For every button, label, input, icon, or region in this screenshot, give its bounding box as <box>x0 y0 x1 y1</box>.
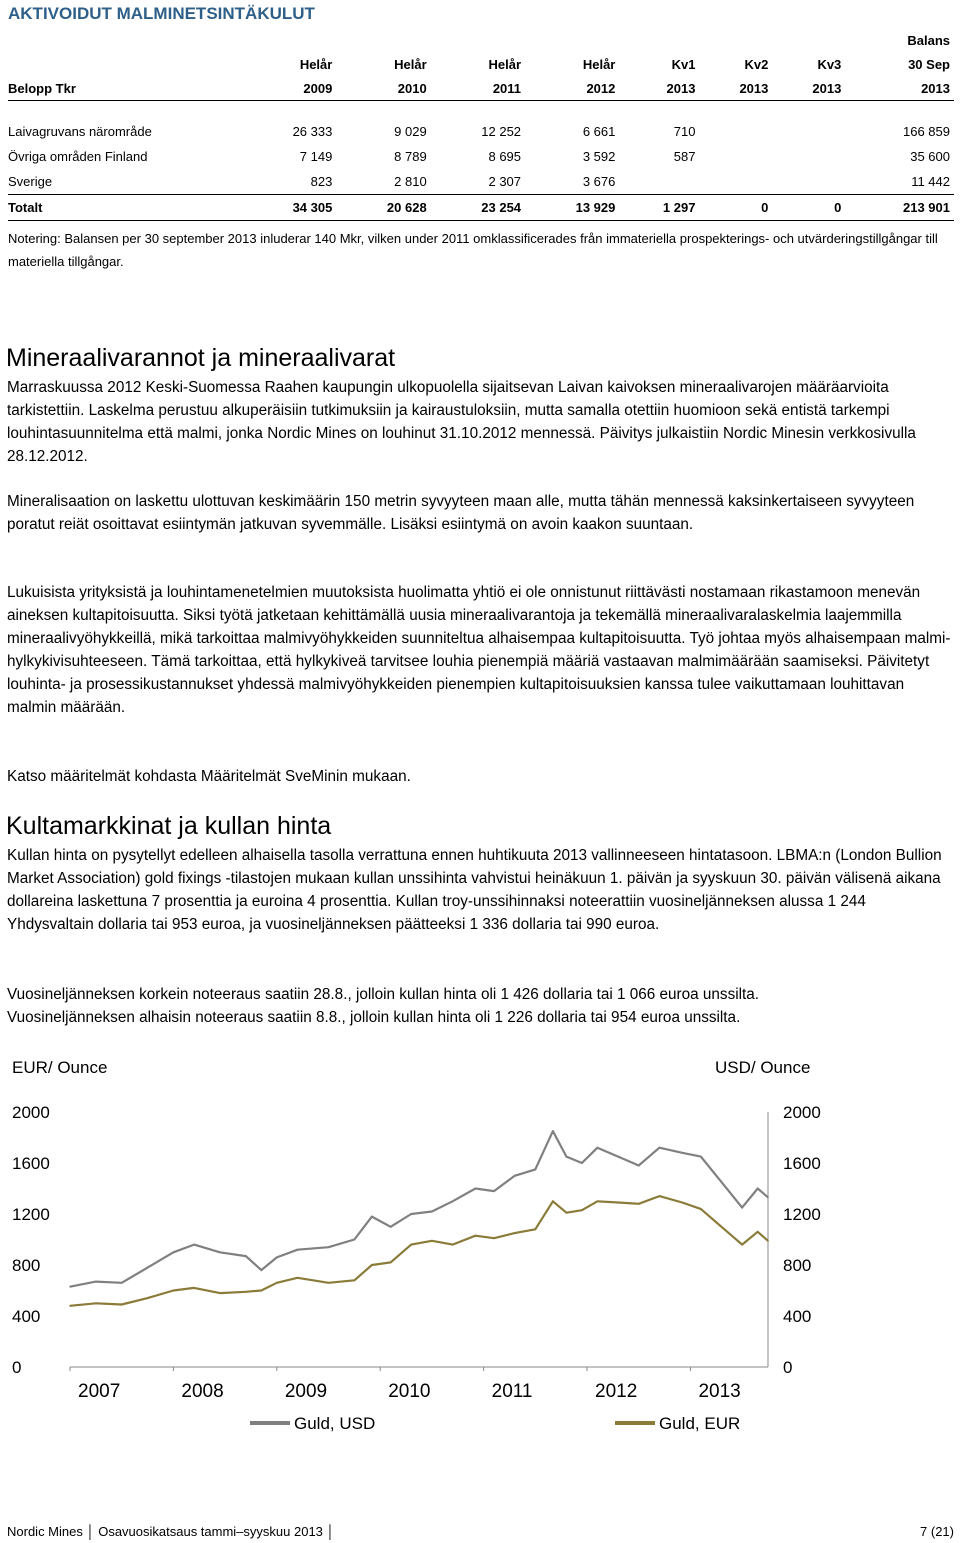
data-point <box>475 1188 477 1190</box>
y-tick-label-left: 800 <box>12 1256 41 1275</box>
row-label: Sverige <box>8 174 53 189</box>
table-cell: 2013 <box>619 76 699 101</box>
data-point <box>552 1200 554 1202</box>
table-cell <box>699 119 772 144</box>
data-point <box>452 1244 454 1246</box>
data-point <box>245 1291 247 1293</box>
table-cell: 8 695 <box>488 149 522 164</box>
table-cell: 166 859 <box>903 124 950 139</box>
data-point <box>535 1229 537 1231</box>
data-point <box>514 1175 516 1177</box>
table-cell <box>772 169 845 195</box>
table-cell <box>336 28 430 52</box>
data-point <box>371 1264 373 1266</box>
data-point <box>514 1232 516 1234</box>
y-tick-label-right: 1200 <box>783 1205 821 1224</box>
data-point <box>659 1147 661 1149</box>
table-cell: 30 Sep <box>908 56 950 72</box>
table-cell: Helår <box>488 56 522 72</box>
data-point <box>721 1181 723 1183</box>
table-cell: 3 676 <box>582 174 616 189</box>
table-cell: 13 929 <box>525 195 619 221</box>
data-point <box>95 1302 97 1304</box>
data-point <box>700 1208 702 1210</box>
data-point <box>371 1216 373 1218</box>
data-point <box>354 1280 356 1282</box>
table-cell: 7 149 <box>299 149 333 164</box>
table-cell: Helår <box>299 56 333 72</box>
data-point <box>276 1257 278 1259</box>
data-point <box>741 1207 743 1209</box>
y-tick-label-right: 400 <box>783 1307 812 1326</box>
y-tick-label-right: 1600 <box>783 1154 821 1173</box>
footer-left: Nordic Mines │ Osavuosikatsaus tammi–syyskuu 2013 │ <box>7 1524 335 1539</box>
row-label: Övriga områden Finland <box>8 149 148 164</box>
data-point <box>147 1267 149 1269</box>
table-cell <box>525 28 619 52</box>
table-row <box>8 119 954 144</box>
data-point <box>297 1277 299 1279</box>
row-label <box>8 52 242 76</box>
paragraph: Katso määritelmät kohdasta Määritelmät SveMinin mukaan. <box>7 768 411 785</box>
data-point <box>493 1237 495 1239</box>
y-tick-label-left: 0 <box>12 1358 22 1377</box>
data-point <box>681 1152 683 1154</box>
data-point <box>354 1239 356 1241</box>
paragraph: Lukuisista yrityksistä ja louhintamenetelmien muutoksista huolimatta yhtiö ei ole onnistunut riittävästi nostamaan rikastamoon menevän aineksen kultapitoisuutta. Siksi työtä jatketaan kehittämällä uusia mineraalivarantoja ja tekemällä mineraalivaralaskelmia laajemmilla mineraalivyöhykkeillä, mikä tarkoittaa malmivyöhykkeiden suunniteltua alhaisempaa kultapitoisuutta. Työ johtaa myös alhaisempaan malmi-hylkykivisuhteeseen. Tämä tarkoittaa, että hylkykiveä tarvitsee louhia pienempiä määriä vastaavan malmimäärään saamiseksi. Päivitetyt louhinta- ja prosessikustannukset yhdessä malmivyöhykkeiden pienempien kultapitoisuuksien kanssa tulee vaikuttamaan louhittavan malmin määrään. <box>7 584 951 716</box>
table-cell <box>772 119 845 144</box>
data-point <box>617 1202 619 1204</box>
table-cell: 2012 <box>525 76 619 101</box>
table-cell: 26 333 <box>292 124 333 139</box>
legend-label: Guld, USD <box>294 1414 376 1433</box>
data-point <box>410 1213 412 1215</box>
data-point <box>452 1200 454 1202</box>
paragraph: Vuosineljänneksen alhaisin noteeraus saatiin 8.8., jolloin kullan hinta oli 1 226 dollaria tai 954 euroa unssilta. <box>7 1009 741 1026</box>
data-point <box>721 1226 723 1228</box>
table-cell: 8 789 <box>394 149 427 164</box>
exploration-costs-table <box>8 28 954 221</box>
table-title: AKTIVOIDUT MALMINETSINTÄKULUT <box>8 4 315 23</box>
table-cell: Kv2 <box>744 56 769 72</box>
table-cell: 2013 <box>699 76 772 101</box>
data-point <box>69 1305 71 1307</box>
data-point <box>410 1244 412 1246</box>
data-point <box>493 1190 495 1192</box>
x-tick-label: 2011 <box>491 1381 533 1402</box>
paragraph: Mineralisaation on laskettu ulottuvan keskimäärin 150 metrin syvyyteen maan alle, mutta tähän mennessä kaksinkertaiseen syvyyteen poratut reiät osoittavat esiintymän jatkuvan syvemmälle. Lisäksi esiintymä on avoin kaakon suuntaan. <box>7 493 915 533</box>
table-cell: 6 661 <box>582 124 616 139</box>
y-tick-label-left: 400 <box>12 1307 41 1326</box>
data-point <box>566 1212 568 1214</box>
right-axis-label: USD/ Ounce <box>715 1058 811 1077</box>
y-tick-label-right: 800 <box>783 1256 812 1275</box>
data-point <box>431 1240 433 1242</box>
y-tick-label-left: 1200 <box>12 1205 50 1224</box>
table-cell: 2013 <box>845 76 954 101</box>
table-cell: 0 <box>699 195 772 221</box>
table-cell: 12 252 <box>481 124 522 139</box>
table-cell <box>431 28 525 52</box>
data-point <box>245 1255 247 1257</box>
data-point <box>121 1282 123 1284</box>
data-point <box>297 1249 299 1251</box>
table-cell: 823 <box>310 174 333 189</box>
paragraph: Vuosineljänneksen korkein noteeraus saatiin 28.8., jolloin kullan hinta oli 1 426 dollaria tai 1 066 euroa unssilta. <box>7 986 760 1003</box>
page-number: 7 (21) <box>920 1524 954 1539</box>
table-cell: 2011 <box>431 76 525 101</box>
data-point <box>193 1244 195 1246</box>
data-point <box>757 1188 759 1190</box>
x-tick-label: 2009 <box>284 1381 328 1402</box>
data-point <box>475 1235 477 1237</box>
table-total-row <box>8 195 954 221</box>
table-cell: 710 <box>673 124 696 139</box>
data-point <box>193 1287 195 1289</box>
table-cell: 9 029 <box>394 124 427 139</box>
data-point <box>173 1251 175 1253</box>
gold-price-chart <box>0 1045 960 1445</box>
left-axis-label: EUR/ Ounce <box>12 1058 108 1077</box>
x-tick-label: 2010 <box>388 1381 431 1402</box>
table-cell: 0 <box>772 195 845 221</box>
table-cell: 587 <box>673 149 696 164</box>
table-cell: Helår <box>394 56 427 72</box>
data-point <box>638 1203 640 1205</box>
data-point <box>597 1200 599 1202</box>
y-tick-label-right: 0 <box>783 1358 793 1377</box>
table-cell <box>772 28 845 52</box>
data-point <box>390 1226 392 1228</box>
series-line-usd <box>70 1131 768 1287</box>
row-label: Totalt <box>8 195 242 221</box>
y-tick-label-left: 2000 <box>12 1103 50 1122</box>
data-point <box>581 1209 583 1211</box>
table-cell: 213 901 <box>845 195 954 221</box>
table-note: Notering: Balansen per 30 september 2013 inluderar 140 Mkr, vilken under 2011 omklassificerades från immateriella prospekterings- och utvärderingstillgångar till materiella tillgångar. <box>8 231 938 269</box>
table-cell: 2009 <box>242 76 336 101</box>
section-heading-mineral-reserves: Mineraalivarannot ja mineraalivarat <box>6 344 396 372</box>
data-point <box>276 1282 278 1284</box>
section-heading-gold-market: Kultamarkkinat ja kullan hinta <box>6 812 332 840</box>
table-row <box>8 144 954 169</box>
x-tick-label: 2007 <box>78 1381 121 1402</box>
data-point <box>328 1282 330 1284</box>
data-point <box>535 1169 537 1171</box>
table-cell: 20 628 <box>336 195 430 221</box>
x-tick-label: 2008 <box>181 1381 224 1402</box>
data-point <box>219 1251 221 1253</box>
table-cell <box>619 169 699 195</box>
data-point <box>681 1202 683 1204</box>
data-point <box>700 1156 702 1158</box>
table-cell: 34 305 <box>242 195 336 221</box>
row-label <box>8 28 242 52</box>
table-cell: 1 297 <box>619 195 699 221</box>
table-cell: 11 442 <box>911 174 950 189</box>
table-header-row <box>8 76 954 101</box>
x-tick-label: 2012 <box>595 1381 638 1402</box>
table-cell <box>699 169 772 195</box>
table-cell: 2 307 <box>488 174 522 189</box>
table-cell <box>772 144 845 169</box>
data-point <box>597 1147 599 1149</box>
table-header-row <box>8 28 954 52</box>
data-point <box>638 1165 640 1167</box>
table-cell <box>242 28 336 52</box>
data-point <box>328 1246 330 1248</box>
row-label: Belopp Tkr <box>8 76 242 101</box>
data-point <box>121 1304 123 1306</box>
table-cell: 23 254 <box>431 195 525 221</box>
data-point <box>757 1231 759 1233</box>
data-point <box>767 1240 769 1242</box>
table-header-row <box>8 52 954 76</box>
data-point <box>147 1297 149 1299</box>
data-point <box>390 1262 392 1264</box>
table-cell: Helår <box>582 56 616 72</box>
data-point <box>431 1211 433 1213</box>
paragraph: Kullan hinta on pysytellyt edelleen alhaisella tasolla verrattuna ennen huhtikuuta 2013 vallinneeseen hintatasoon. LBMA:n (London Bullion Market Association) gold fixings -tilastojen mukaan kullan unssihinta vahvistui heinäkuun 1. päivän ja syyskuun 30. päivän välisenä aikana dollareina laskettuna 7 prosenttia ja euroina 4 prosenttia. Kullan troy-unssihinnaksi noteerattiin vuosineljänneksen alussa 1 244 Yhdysvaltain dollaria tai 953 euroa, ja vuosineljänneksen päätteeksi 1 336 dollaria tai 990 euroa. <box>7 847 942 933</box>
y-tick-label-right: 2000 <box>783 1103 821 1122</box>
table-cell <box>699 28 772 52</box>
y-tick-label-left: 1600 <box>12 1154 50 1173</box>
table-cell <box>699 144 772 169</box>
table-cell: 2013 <box>772 76 845 101</box>
data-point <box>741 1244 743 1246</box>
row-label: Laivagruvans närområde <box>8 124 152 139</box>
data-point <box>95 1281 97 1283</box>
data-point <box>261 1290 263 1292</box>
data-point <box>581 1162 583 1164</box>
legend-label: Guld, EUR <box>659 1414 741 1433</box>
table-cell: 3 592 <box>582 149 616 164</box>
table-cell <box>619 28 699 52</box>
data-point <box>173 1290 175 1292</box>
data-point <box>552 1130 554 1132</box>
data-point <box>261 1269 263 1271</box>
table-cell: 35 600 <box>910 149 950 164</box>
table-cell: 2 810 <box>394 174 427 189</box>
data-point <box>659 1195 661 1197</box>
data-point <box>219 1292 221 1294</box>
table-cell: Balans <box>907 32 950 48</box>
table-cell: Kv1 <box>671 56 696 72</box>
data-point <box>767 1197 769 1199</box>
table-cell: Kv3 <box>817 56 842 72</box>
table-cell: 2010 <box>336 76 430 101</box>
x-tick-label: 2013 <box>698 1381 741 1402</box>
data-point <box>69 1286 71 1288</box>
data-point <box>566 1156 568 1158</box>
data-point <box>617 1156 619 1158</box>
paragraph: Marraskuussa 2012 Keski-Suomessa Raahen kaupungin ulkopuolella sijaitsevan Laivan kaivoksen mineraalivarojen määräarvioita tarkistettiin. Laskelma perustuu alkuperäisiin tutkimuksiin ja kairaustuloksiin, mutta samalla otettiin huomioon sekä entistä tarkempi louhintasuunnitelma että malmi, jonka Nordic Mines on louhinut 31.10.2012 mennessä. Päivitys julkaistiin Nordic Minesin verkkosivulla 28.12.2012. <box>7 379 916 465</box>
table-row <box>8 169 954 195</box>
